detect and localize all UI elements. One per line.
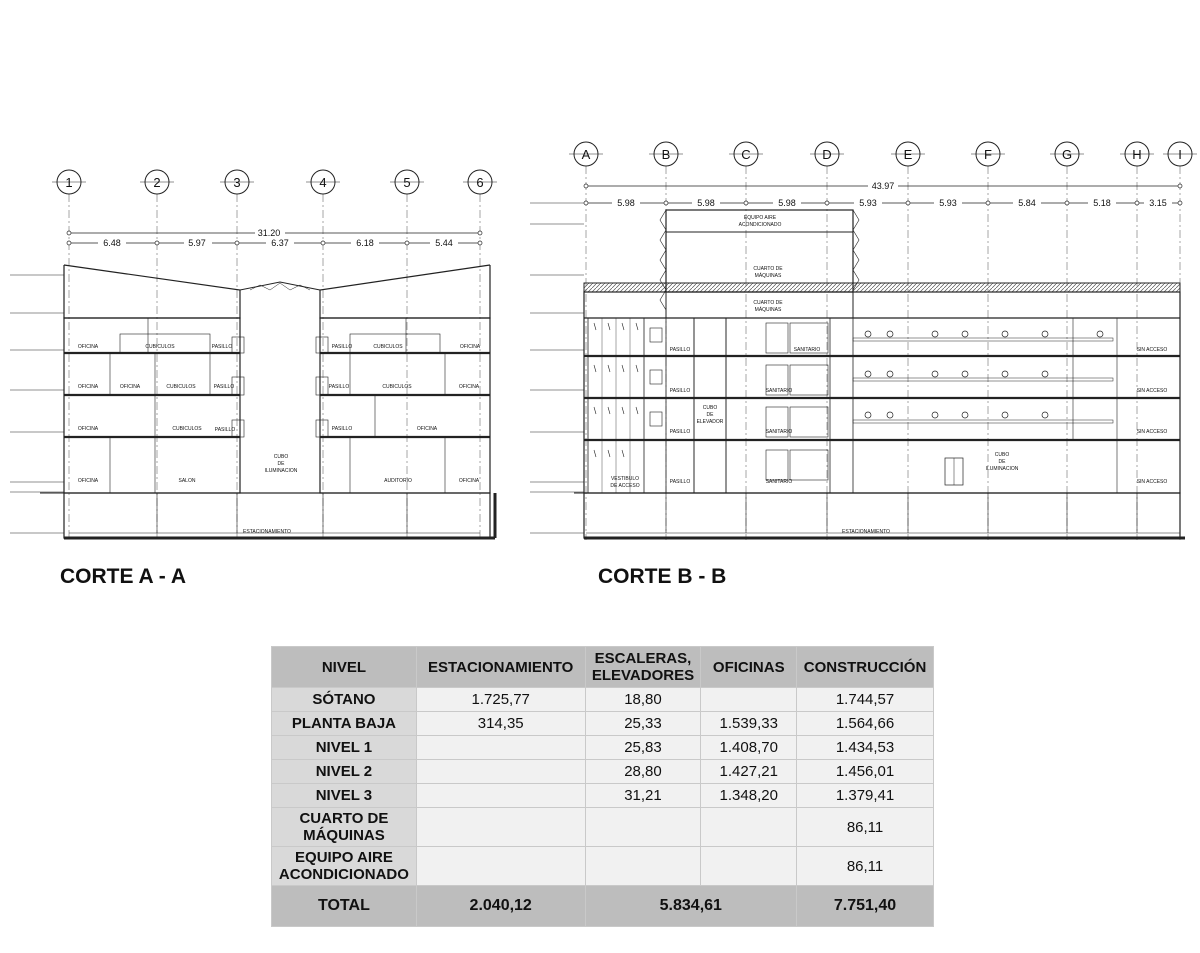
room-label: CUBO (702, 405, 718, 411)
room-label: PASILLO (214, 427, 236, 433)
room-label: CUARTO DE (753, 300, 783, 306)
axis-label-H: H (1132, 147, 1142, 162)
dim-a-2: 5.97 (188, 238, 206, 248)
room-label: SANITARIO (793, 347, 821, 353)
table-header-row (272, 647, 934, 688)
room-label: DE (998, 459, 1006, 465)
table-row: NIVEL 1 25,83 1.408,70 1.434,53 (272, 736, 934, 760)
room-label: ILUMINACION (985, 466, 1019, 472)
room-label: CUBO (994, 452, 1010, 458)
room-label: PASILLO (669, 479, 691, 485)
area-summary-table (271, 646, 934, 927)
room-label: CUBICULOS (166, 384, 196, 390)
table-row: SÓTANO 1.725,77 18,80 1.744,57 (272, 688, 934, 712)
room-label: MÁQUINAS (754, 307, 782, 313)
room-label: CUBICULOS (172, 426, 202, 432)
axis-label-C: C (741, 147, 751, 162)
table-total-row: TOTAL 2.040,12 5.834,61 7.751,40 (272, 886, 934, 927)
room-label: OFICINA (416, 426, 438, 432)
dim-a-3: 6.37 (271, 238, 289, 248)
room-label: SANITARIO (765, 429, 793, 435)
header-oficinas: OFICINAS (701, 647, 797, 688)
dim-a-5: 5.44 (435, 238, 453, 248)
dim-total-a: 31.20 (257, 228, 281, 238)
room-label: OFICINA (458, 478, 480, 484)
axis-label-A: A (581, 147, 591, 162)
header-estacionamiento: ESTACIONAMIENTO (416, 647, 585, 688)
section-a-drawing (10, 170, 497, 540)
axis-bubble-3 (220, 170, 254, 540)
room-label: PASILLO (669, 388, 691, 394)
workstation-icons (865, 331, 1103, 418)
room-label: OFICINA (119, 384, 141, 390)
room-label: SIN ACCESO (1136, 347, 1168, 353)
room-label: CUARTO DE (753, 266, 783, 272)
axis-label-3: 3 (233, 175, 241, 190)
room-label: PASILLO (213, 384, 235, 390)
room-label: VESTIBULO (610, 476, 640, 482)
dim-total-b: 43.97 (871, 181, 895, 191)
room-label: PASILLO (328, 384, 350, 390)
room-label: EQUIPO AIRE (743, 215, 777, 221)
header-nivel: NIVEL (272, 647, 417, 688)
room-label: PASILLO (331, 344, 353, 350)
axis-label-4: 4 (319, 175, 327, 190)
dim-b-3: 5.98 (778, 198, 796, 208)
room-label: CUBICULOS (373, 344, 403, 350)
dim-b-5: 5.93 (939, 198, 957, 208)
room-label: OFICINA (77, 384, 99, 390)
room-label: CUBICULOS (145, 344, 175, 350)
room-label: CUBICULOS (382, 384, 412, 390)
room-label: SIN ACCESO (1136, 388, 1168, 394)
axis-bubble-5 (390, 170, 424, 540)
dim-b-1: 5.98 (617, 198, 635, 208)
room-label: OFICINA (458, 384, 480, 390)
room-label: ILUMINACION (264, 468, 298, 474)
axis-bubble-1 (52, 170, 86, 540)
room-label: SALON (178, 478, 196, 484)
section-b-drawing (530, 142, 1197, 540)
dim-b-2: 5.98 (697, 198, 715, 208)
section-a-title: CORTE A - A (60, 565, 186, 588)
table-row: CUARTO DE MÁQUINAS 86,11 (272, 808, 934, 847)
room-label: DE (706, 412, 714, 418)
axis-label-1: 1 (65, 175, 73, 190)
room-label: PASILLO (211, 344, 233, 350)
room-label: OFICINA (77, 478, 99, 484)
axis-label-6: 6 (476, 175, 484, 190)
room-label: SIN ACCESO (1136, 479, 1168, 485)
axis-label-D: D (822, 147, 832, 162)
room-label: OFICINA (77, 344, 99, 350)
axis-bubble-6 (463, 170, 497, 540)
room-label: ESTACIONAMIENTO (243, 529, 291, 535)
header-construccion: CONSTRUCCIÓN (797, 647, 934, 688)
axis-label-B: B (661, 147, 671, 162)
table-row: PLANTA BAJA 314,35 25,33 1.539,33 1.564,66 (272, 712, 934, 736)
room-label: CUBO (273, 454, 289, 460)
axis-bubble-4 (306, 170, 340, 540)
room-label: PASILLO (331, 426, 353, 432)
axis-label-2: 2 (153, 175, 161, 190)
axis-label-E: E (903, 147, 913, 162)
room-label: DE ACCESO (610, 483, 640, 489)
axis-bubbles-a (52, 170, 497, 540)
dim-a-1: 6.48 (103, 238, 121, 248)
section-b-title: CORTE B - B (598, 565, 727, 588)
header-escaleras: ESCALERAS, ELEVADORES (585, 647, 701, 688)
table-row: EQUIPO AIRE ACONDICIONADO 86,11 (272, 847, 934, 886)
dim-b-7: 5.18 (1093, 198, 1111, 208)
axis-bubble-2 (140, 170, 174, 540)
table-row: NIVEL 2 28,80 1.427,21 1.456,01 (272, 760, 934, 784)
room-label: OFICINA (459, 344, 481, 350)
table-row: NIVEL 3 31,21 1.348,20 1.379,41 (272, 784, 934, 808)
room-label: PASILLO (669, 429, 691, 435)
dim-a-4: 6.18 (356, 238, 374, 248)
room-label: ACONDICIONADO (738, 222, 782, 228)
room-label: MÁQUINAS (754, 273, 782, 279)
axis-label-G: G (1061, 147, 1073, 162)
room-label: ESTACIONAMIENTO (842, 529, 890, 535)
room-label: SANITARIO (765, 479, 793, 485)
room-label: PASILLO (669, 347, 691, 353)
dim-b-4: 5.93 (859, 198, 877, 208)
room-label: AUDITORIO (384, 478, 412, 484)
room-label: SANITARIO (765, 388, 793, 394)
dim-b-8: 3.15 (1149, 198, 1167, 208)
room-label: ELEVADOR (696, 419, 724, 425)
dim-b-6: 5.84 (1018, 198, 1036, 208)
axis-label-I: I (1178, 147, 1182, 162)
axis-label-5: 5 (403, 175, 411, 190)
axis-label-F: F (984, 147, 992, 162)
room-label: DE (277, 461, 285, 467)
room-label: OFICINA (77, 426, 99, 432)
room-label: SIN ACCESO (1136, 429, 1168, 435)
